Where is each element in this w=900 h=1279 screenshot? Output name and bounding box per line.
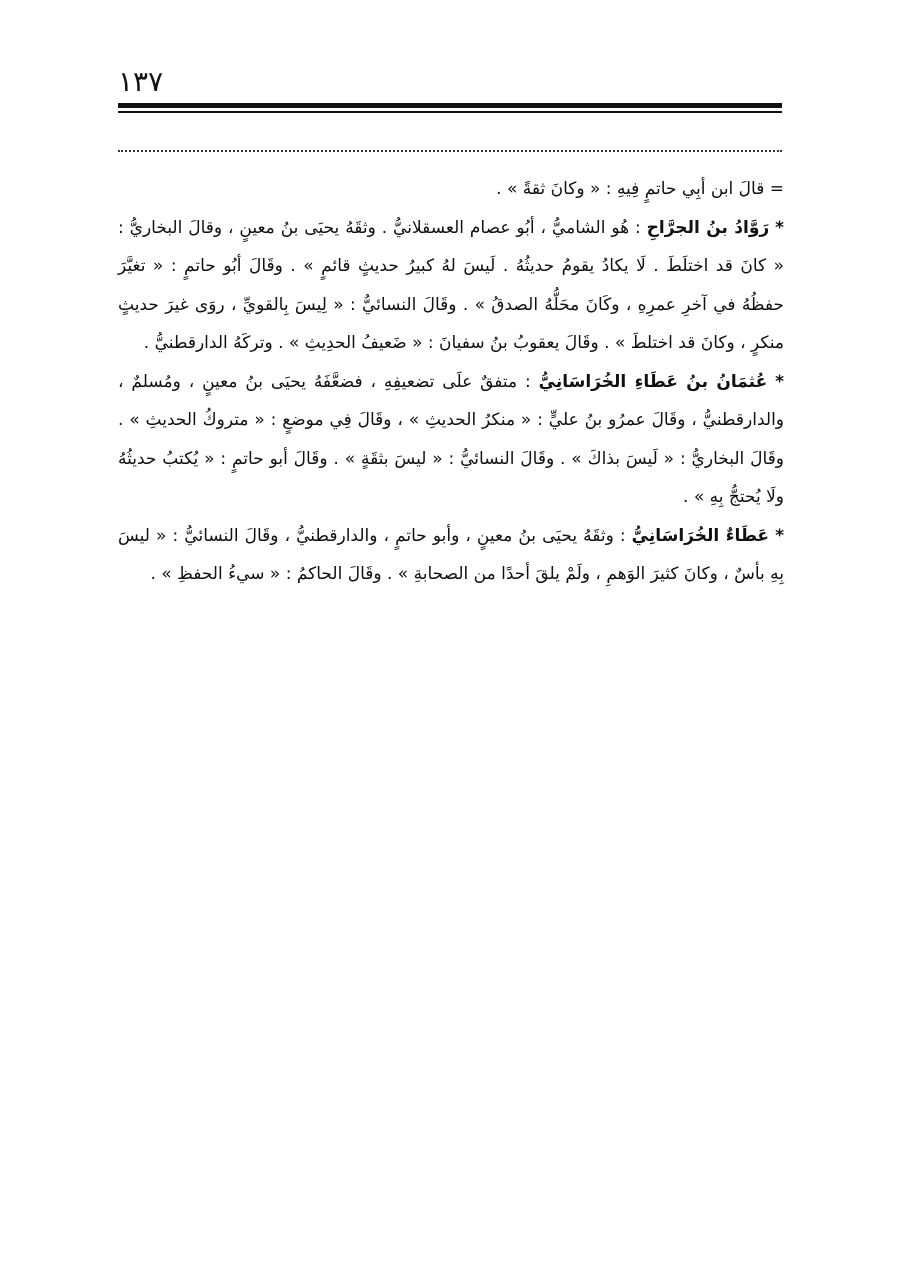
entry-rawwad-ibn-al-jarrah (118, 209, 784, 363)
paragraph-text: : متفقٌ علَى تضعيفِهِ ، فضعَّفَهُ يحيَى بنُ معينٍ ، ومُسلمٌ ، والدارقطنيُّ ، وقَالَ عمرُو بنُ عليٍّ : « منكرُ الحديثِ » ، وقَالَ فِي موضعٍ : « متروكُ الحديثِ » . وقَالَ البخاريُّ : « لَيسَ بذاكَ » . وقَالَ النسائيُّ : « ليسَ بثقَةٍ » . وقَالَ أبو حاتمٍ : « يُكتبُ حديثُهُ ولَا يُحتجُّ بِهِ » . (118, 371, 784, 507)
paragraph-text: : وثقَهُ يحيَى بنُ معينٍ ، وأبو حاتمٍ ، والدارقطنيُّ ، وقَالَ النسائيُّ : « ليسَ بِهِ بأسٌ ، وكانَ كثيرَ الوَهمِ ، ولَمْ يلقَ أحدًا من الصحابةِ » . وقَالَ الحاكمُ : « سيءُ الحفظِ » . (118, 525, 784, 584)
entry-name: عَطَاءٌ الخُرَاسَانِيُّ (631, 525, 770, 546)
entry-marker: * (775, 525, 784, 546)
body-text (118, 170, 784, 594)
paragraph-text: = قالَ ابن أبِي حاتمٍ فِيهِ : « وكانَ ثقةً » . (496, 179, 784, 199)
entry-uthman-ibn-ata (118, 363, 784, 517)
entry-marker: * (775, 217, 785, 238)
paragraph-text: : هُو الشاميُّ ، أبُو عصام العسقلانيُّ . وثقَهُ يحيَى بنُ معينٍ ، وقالَ البخاريُّ : « كانَ قد اختلَطَ . لَا يكادُ يقومُ حديثُهُ . لَيسَ لهُ كبيرُ حديثٍ قائمٍ » . وقَالَ أبُو حاتمٍ : « تغيَّرَ حفظُهُ في آخرِ عمرِهِ ، وكَانَ محَلُّهُ الصدقُ » . وقَالَ النسائيُّ : « لِيسَ بِالقويِّ ، روَى غيرَ حديثٍ منكرٍ ، وكانَ قد اختلطَ » . وقَالَ يعقوبُ بنُ سفيانَ : « ضَعيفُ الحدِيثِ » . وتركَهُ الدارقطنيُّ . (118, 217, 784, 353)
header-rule-thick (118, 103, 782, 108)
continuation-paragraph (118, 170, 784, 209)
dotted-separator (118, 150, 782, 152)
entry-ata-al-khurasani (118, 517, 784, 594)
entry-name: رَوَّادُ بنُ الجرَّاحِ (646, 217, 770, 238)
entry-name: عُثمَانُ بنُ عَطَاءِ الخُرَاسَانِيُّ (538, 371, 768, 392)
entry-marker: * (775, 371, 785, 392)
page-number: ١٣٧ (118, 65, 164, 98)
header-rule-thin (118, 111, 782, 113)
